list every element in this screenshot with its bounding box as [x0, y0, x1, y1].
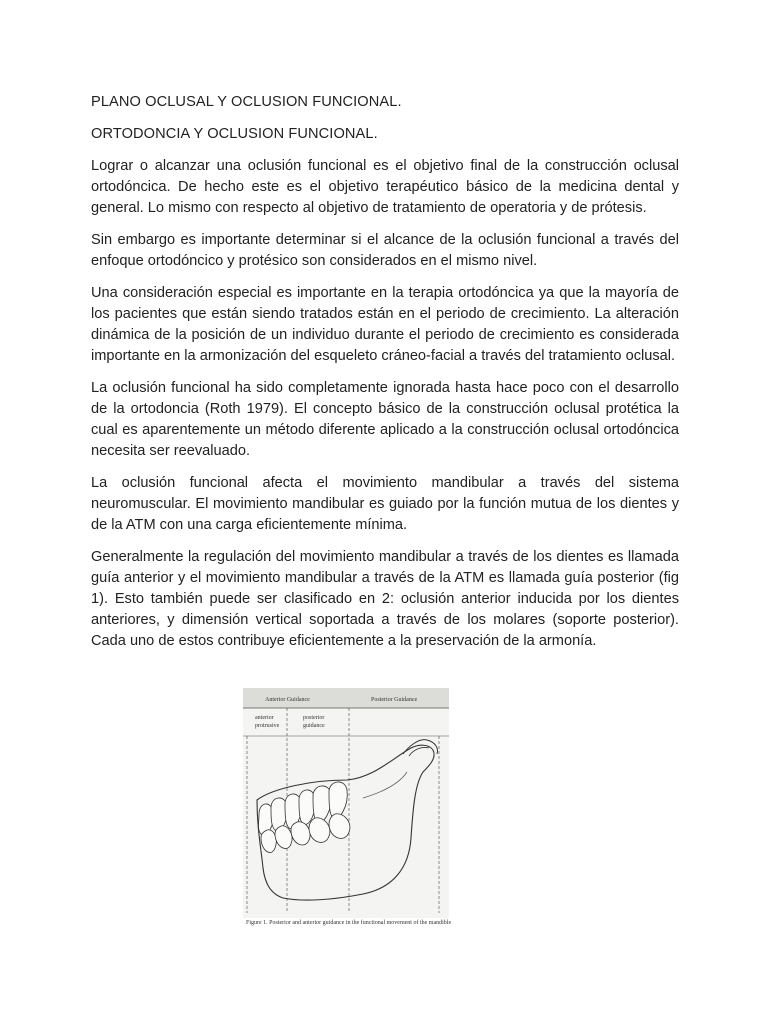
figure-caption: Figure 1. Posterior and anterior guidance in the functional movement of the mandible [246, 920, 452, 926]
paragraph-3: Una consideración especial es importante en la terapia ortodóncica ya que la mayoría de los pacientes que están siendo tratados están en el periodo de crecimiento. La alteración dinámica de la posición de un individuo durante el periodo de crecimiento es considerada importante en la armonización del esqueleto cráneo-facial a través del tratamiento oclusal. [91, 285, 679, 364]
document-subtitle: ORTODONCIA Y OCLUSION FUNCIONAL. [91, 126, 378, 142]
document-title: PLANO OCLUSAL Y OCLUSION FUNCIONAL. [91, 94, 402, 110]
posterior-label-line1: posterior [303, 715, 325, 721]
paragraph-4: La oclusión funcional ha sido completamente ignorada hasta hace poco con el desarrollo de la ortodoncia (Roth 1979). El concepto básico de la construcción oclusal protética la cual es aparentemente un método diferente aplicado a la construcción oclusal ortodóncica necesita ser reevaluado. [91, 380, 679, 459]
mandible-diagram [243, 688, 449, 918]
anterior-label-line1: anterior [255, 715, 274, 721]
header-posterior-label: Posterior Guidance [371, 697, 418, 703]
document-body [91, 92, 679, 663]
posterior-label-line2: guidance [303, 723, 325, 729]
paragraph-5: La oclusión funcional afecta el movimiento mandibular a través del sistema neuromuscular. El movimiento mandibular es guiado por la función mutua de los dientes y de la ATM con una carga eficientemente mínima. [91, 475, 679, 533]
mandible-figure [243, 688, 449, 938]
paragraph-2: Sin embargo es importante determinar si el alcance de la oclusión funcional a través del enfoque ortodóncico y protésico son considerados en el mismo nivel. [91, 232, 679, 269]
paragraph-1: Lograr o alcanzar una oclusión funcional es el objetivo final de la construcción oclusal ortodóncica. De hecho este es el objetivo terapéutico básico de la medicina dental y general. Lo mismo con respecto al objetivo de tratamiento de operatoria y de prótesis. [91, 158, 679, 216]
anterior-label-line2: protrusive [255, 723, 280, 729]
paragraph-6: Generalmente la regulación del movimiento mandibular a través de los dientes es llamada guía anterior y el movimiento mandibular a través de la ATM es llamada guía posterior (fig 1). Esto también puede ser clasificado en 2: oclusión anterior inducida por los dientes anteriores, y dimensión vertical soportada a través de los molares (soporte posterior). Cada uno de estos contribuye eficientemente a la preservación de la armonía. [91, 549, 679, 649]
header-anterior-label: Anterior Guidance [265, 697, 310, 703]
